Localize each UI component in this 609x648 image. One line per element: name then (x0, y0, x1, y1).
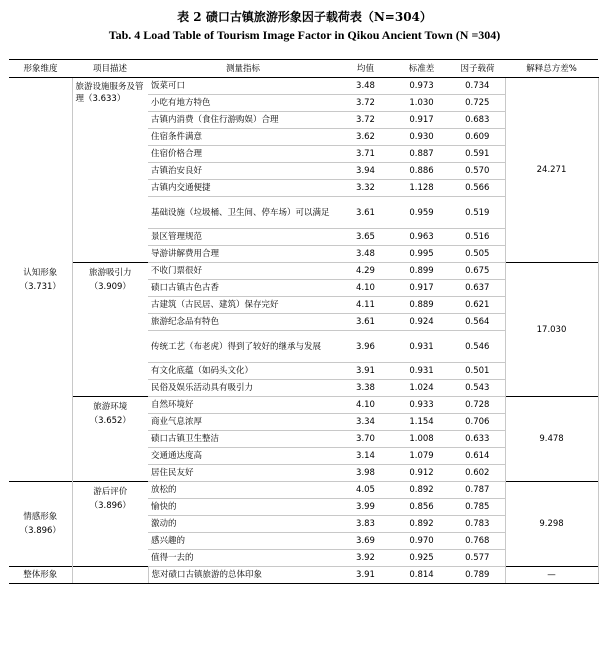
loading-cell: 0.519 (450, 197, 505, 229)
dimension-cognitive (9, 78, 72, 482)
group-label: 游后评价 (93, 487, 128, 497)
dimension-label: 情感形象 (23, 512, 58, 522)
table-row (9, 78, 598, 95)
mean-cell: 3.91 (338, 363, 393, 380)
indicator-cell: 基础设施（垃圾桶、卫生间、停车场）可以满足 (148, 197, 338, 229)
indicator-cell: 您对碛口古镇旅游的总体印象 (148, 567, 338, 584)
loading-cell: 0.577 (450, 550, 505, 567)
loading-cell: 0.602 (450, 465, 505, 482)
indicator-cell: 景区管理规范 (148, 229, 338, 246)
sd-cell: 0.931 (393, 331, 450, 363)
indicator-cell: 民俗及娱乐活动具有吸引力 (148, 380, 338, 397)
variance-environment: 9.478 (505, 397, 598, 482)
mean-cell: 3.62 (338, 129, 393, 146)
indicator-cell: 商业气息浓厚 (148, 414, 338, 431)
sd-cell: 1.008 (393, 431, 450, 448)
header-dimension: 形象维度 (9, 60, 72, 78)
indicator-cell: 居住民友好 (148, 465, 338, 482)
group-attraction (72, 263, 148, 397)
sd-cell: 0.892 (393, 516, 450, 533)
loading-cell: 0.783 (450, 516, 505, 533)
loading-cell: 0.683 (450, 112, 505, 129)
group-label: 旅游吸引力 (88, 268, 132, 278)
table-caption-chinese: 表 2 碛口古镇旅游形象因子载荷表（N=304） (177, 10, 432, 24)
mean-cell: 3.99 (338, 499, 393, 516)
indicator-cell: 交通通达度高 (148, 448, 338, 465)
mean-cell: 4.11 (338, 297, 393, 314)
table-row (9, 397, 598, 414)
table-caption-english: Tab. 4 Load Table of Tourism Image Factor in Qikou Ancient Town (N =304) (108, 28, 501, 42)
indicator-cell: 古镇内消费（食住行游购娱）合理 (148, 112, 338, 129)
indicator-cell: 值得一去的 (148, 550, 338, 567)
header-indicator: 测量指标 (148, 60, 338, 78)
mean-cell: 3.70 (338, 431, 393, 448)
loading-cell: 0.516 (450, 229, 505, 246)
header-mean: 均值 (338, 60, 393, 78)
indicator-cell: 小吃有地方特色 (148, 95, 338, 112)
sd-cell: 1.024 (393, 380, 450, 397)
sd-cell: 0.917 (393, 280, 450, 297)
header-loading: 因子载荷 (450, 60, 505, 78)
loading-cell: 0.505 (450, 246, 505, 263)
sd-cell: 0.995 (393, 246, 450, 263)
variance-attraction: 17.030 (505, 263, 598, 397)
mean-cell: 3.65 (338, 229, 393, 246)
loading-cell: 0.546 (450, 331, 505, 363)
loading-cell: 0.787 (450, 482, 505, 499)
mean-cell: 3.38 (338, 380, 393, 397)
sd-cell: 0.970 (393, 533, 450, 550)
loading-cell: 0.614 (450, 448, 505, 465)
loading-cell: 0.725 (450, 95, 505, 112)
group-label: 旅游环境 (93, 402, 128, 412)
group-mean: （3.909） (89, 282, 131, 292)
dimension-overall: 整体形象 (9, 567, 72, 584)
sd-cell: 0.856 (393, 499, 450, 516)
loading-cell: 0.637 (450, 280, 505, 297)
mean-cell: 3.14 (338, 448, 393, 465)
loading-cell: 0.564 (450, 314, 505, 331)
mean-cell: 4.29 (338, 263, 393, 280)
loading-cell: 0.621 (450, 297, 505, 314)
group-facilities: 旅游设施服务及管理（3.633） (75, 82, 144, 104)
mean-cell: 3.69 (338, 533, 393, 550)
dimension-mean: （3.731） (19, 281, 61, 292)
indicator-cell: 住宿价格合理 (148, 146, 338, 163)
mean-cell: 3.92 (338, 550, 393, 567)
mean-cell: 3.94 (338, 163, 393, 180)
indicator-cell: 有文化底蕴（如码头文化） (148, 363, 338, 380)
group-environment (72, 397, 148, 482)
header-variance: 解释总方差% (505, 60, 598, 78)
table-header-row (9, 60, 598, 78)
sd-cell: 1.030 (393, 95, 450, 112)
table-row (9, 263, 598, 280)
sd-cell: 0.959 (393, 197, 450, 229)
sd-cell: 1.128 (393, 180, 450, 197)
variance-facilities: 24.271 (505, 78, 598, 263)
loading-cell: 0.675 (450, 263, 505, 280)
mean-cell: 4.05 (338, 482, 393, 499)
group-mean: （3.652） (89, 416, 131, 426)
loading-cell: 0.734 (450, 78, 505, 95)
mean-cell: 3.48 (338, 246, 393, 263)
sd-cell: 0.889 (393, 297, 450, 314)
indicator-cell: 碛口古镇卫生整洁 (148, 431, 338, 448)
header-item: 项目描述 (72, 60, 148, 78)
indicator-cell: 自然环境好 (148, 397, 338, 414)
mean-cell: 3.83 (338, 516, 393, 533)
indicator-cell: 旅游纪念品有特色 (148, 314, 338, 331)
indicator-cell: 导游讲解费用合理 (148, 246, 338, 263)
loading-cell: 0.609 (450, 129, 505, 146)
loading-cell: 0.706 (450, 414, 505, 431)
sd-cell: 0.925 (393, 550, 450, 567)
indicator-cell: 住宿条件满意 (148, 129, 338, 146)
indicator-cell: 饭菜可口 (148, 78, 338, 95)
loading-cell: 0.768 (450, 533, 505, 550)
indicator-cell: 愉快的 (148, 499, 338, 516)
sd-cell: 0.892 (393, 482, 450, 499)
mean-cell: 3.34 (338, 414, 393, 431)
dimension-affective (9, 482, 72, 567)
indicator-cell: 不收门票很好 (148, 263, 338, 280)
factor-loading-table (9, 59, 599, 584)
mean-cell: 3.96 (338, 331, 393, 363)
sd-cell: 0.933 (393, 397, 450, 414)
loading-cell: 0.501 (450, 363, 505, 380)
table-row (9, 482, 598, 499)
mean-cell: 3.61 (338, 197, 393, 229)
loading-cell: 0.785 (450, 499, 505, 516)
mean-cell: 4.10 (338, 280, 393, 297)
loading-cell: 0.789 (450, 567, 505, 584)
indicator-cell: 古建筑（古民居、建筑）保存完好 (148, 297, 338, 314)
indicator-cell: 碛口古镇古色古香 (148, 280, 338, 297)
indicator-cell: 古镇内交通便捷 (148, 180, 338, 197)
sd-cell: 1.154 (393, 414, 450, 431)
sd-cell: 0.899 (393, 263, 450, 280)
sd-cell: 0.924 (393, 314, 450, 331)
sd-cell: 0.886 (393, 163, 450, 180)
variance-overall: — (505, 567, 598, 584)
sd-cell: 1.079 (393, 448, 450, 465)
variance-evaluation: 9.298 (505, 482, 598, 567)
header-sd: 标准差 (393, 60, 450, 78)
sd-cell: 0.963 (393, 229, 450, 246)
indicator-cell: 感兴趣的 (148, 533, 338, 550)
loading-cell: 0.728 (450, 397, 505, 414)
sd-cell: 0.930 (393, 129, 450, 146)
mean-cell: 3.71 (338, 146, 393, 163)
indicator-cell: 古镇治安良好 (148, 163, 338, 180)
group-evaluation (72, 482, 148, 567)
indicator-cell: 放松的 (148, 482, 338, 499)
loading-cell: 0.633 (450, 431, 505, 448)
mean-cell: 3.32 (338, 180, 393, 197)
indicator-cell: 传统工艺（布老虎）得到了较好的继承与发展 (148, 331, 338, 363)
mean-cell: 4.10 (338, 397, 393, 414)
sd-cell: 0.931 (393, 363, 450, 380)
mean-cell: 3.98 (338, 465, 393, 482)
mean-cell: 3.48 (338, 78, 393, 95)
loading-cell: 0.566 (450, 180, 505, 197)
sd-cell: 0.887 (393, 146, 450, 163)
sd-cell: 0.912 (393, 465, 450, 482)
loading-cell: 0.570 (450, 163, 505, 180)
group-mean: （3.896） (89, 501, 131, 511)
indicator-cell: 激动的 (148, 516, 338, 533)
sd-cell: 0.973 (393, 78, 450, 95)
mean-cell: 3.72 (338, 95, 393, 112)
loading-cell: 0.543 (450, 380, 505, 397)
loading-cell: 0.591 (450, 146, 505, 163)
sd-cell: 0.917 (393, 112, 450, 129)
mean-cell: 3.61 (338, 314, 393, 331)
mean-cell: 3.72 (338, 112, 393, 129)
table-row (9, 567, 598, 584)
dimension-label: 认知形象 (23, 267, 58, 278)
dimension-mean: （3.896） (19, 526, 61, 536)
sd-cell: 0.814 (393, 567, 450, 584)
group-overall-empty (72, 567, 148, 584)
mean-cell: 3.91 (338, 567, 393, 584)
